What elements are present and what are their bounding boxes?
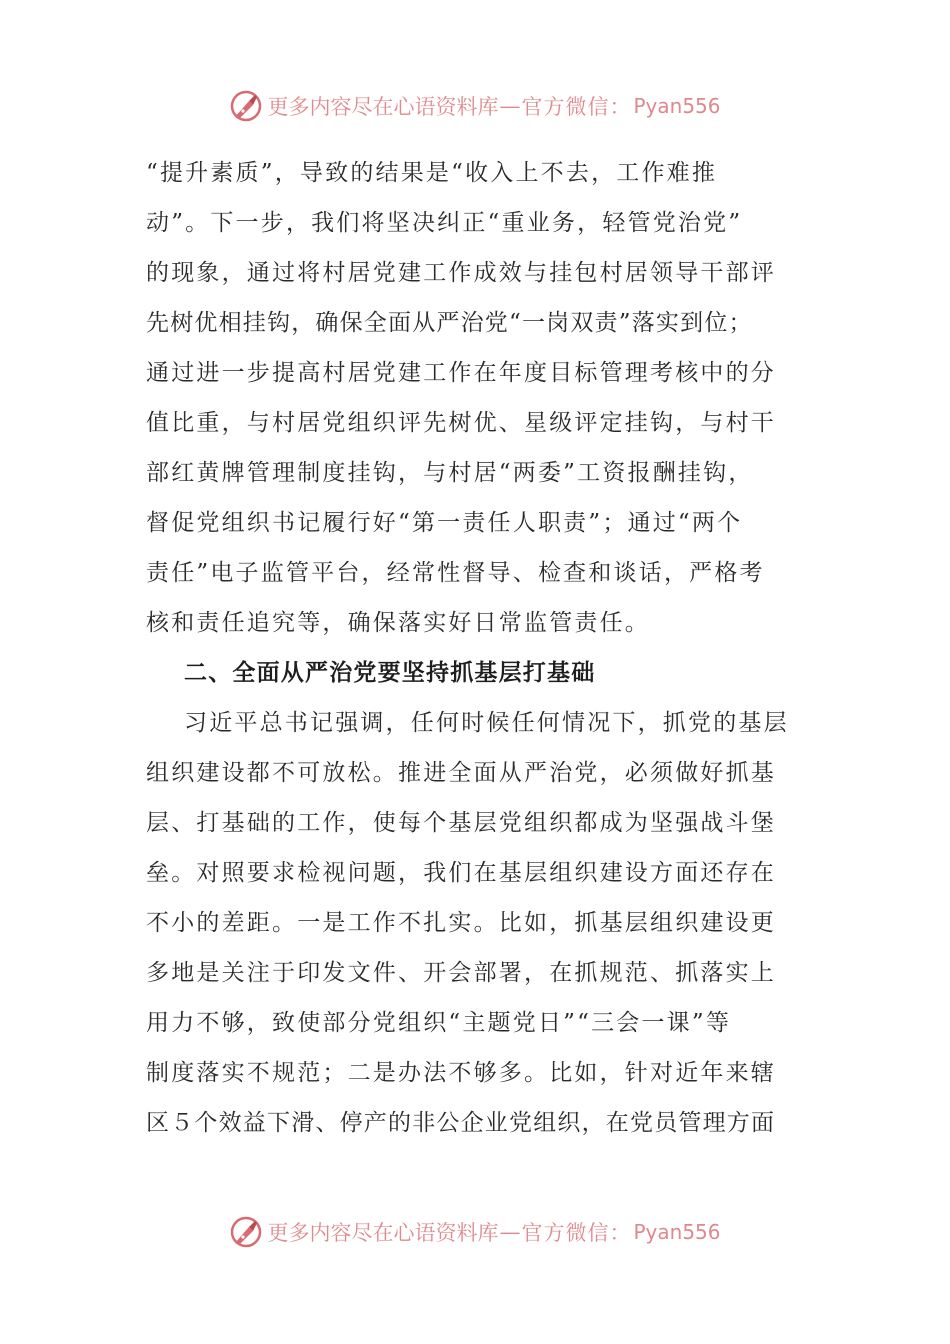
paragraph-line: 制度落实不规范；二是办法不够多。比如，针对近年来辖: [146, 1060, 776, 1086]
paragraph-line: 垒。对照要求检视问题，我们在基层组织建设方面还存在: [146, 860, 776, 886]
paragraph-line: 层、打基础的工作，使每个基层党组织都成为坚强战斗堡: [146, 810, 776, 836]
paragraph-line: 部红黄牌管理制度挂钩，与村居“两委”工资报酬挂钩，: [146, 460, 754, 486]
watermark-account: Pyan556: [633, 94, 721, 118]
pen-nib-logo-icon: [229, 1215, 263, 1249]
watermark-brand: 更多内容尽在心语资料库: [267, 95, 499, 119]
paragraph-line: 责任”电子监管平台，经常性督导、检查和谈话，严格考: [146, 560, 765, 586]
paragraph-line: 动”。下一步，我们将坚决纠正“重业务，轻管党治党”: [146, 210, 743, 236]
paragraph-line: 组织建设都不可放松。推进全面从严治党，必须做好抓基: [146, 760, 776, 786]
watermark-footer: [0, 1212, 950, 1252]
paragraph-line: 习近平总书记强调，任何时候任何情况下，抓党的基层: [184, 710, 789, 736]
paragraph-line: “提升素质”，导致的结果是“收入上不去，工作难推: [146, 160, 718, 186]
document-body: [146, 148, 814, 1148]
paragraph-line: 用力不够，致使部分党组织“主题党日”“三会一课”等: [146, 1010, 732, 1036]
paragraph-line: 多地是关注于印发文件、开会部署，在抓规范、抓落实上: [146, 960, 776, 986]
watermark-label: 官方微信：: [521, 95, 632, 119]
watermark-separator: —: [499, 1220, 521, 1244]
watermark-label: 官方微信：: [521, 1221, 632, 1245]
watermark-header: [0, 86, 950, 126]
paragraph-line: 通过进一步提高村居党建工作在年度目标管理考核中的分: [146, 360, 776, 386]
paragraph-line: 核和责任追究等，确保落实好日常监管责任。: [146, 610, 650, 636]
pen-nib-logo-icon: [229, 89, 263, 123]
paragraph-line: 的现象，通过将村居党建工作成效与挂包村居领导干部评: [146, 260, 776, 286]
section-heading: 二、全面从严治党要坚持抓基层打基础: [184, 660, 596, 686]
paragraph-line: 先树优相挂钩，确保全面从严治党“一岗双责”落实到位；: [146, 310, 753, 336]
watermark-separator: —: [499, 94, 521, 118]
watermark-account: Pyan556: [633, 1220, 721, 1244]
watermark-brand: 更多内容尽在心语资料库: [267, 1221, 499, 1245]
paragraph-line: 督促党组织书记履行好“第一责任人职责”；通过“两个: [146, 510, 743, 536]
paragraph-line: 不小的差距。一是工作不扎实。比如，抓基层组织建设更: [146, 910, 776, 936]
paragraph-line: 值比重，与村居党组织评先树优、星级评定挂钩，与村干: [146, 410, 776, 436]
paragraph-line: 区５个效益下滑、停产的非公企业党组织，在党员管理方面: [146, 1110, 776, 1136]
